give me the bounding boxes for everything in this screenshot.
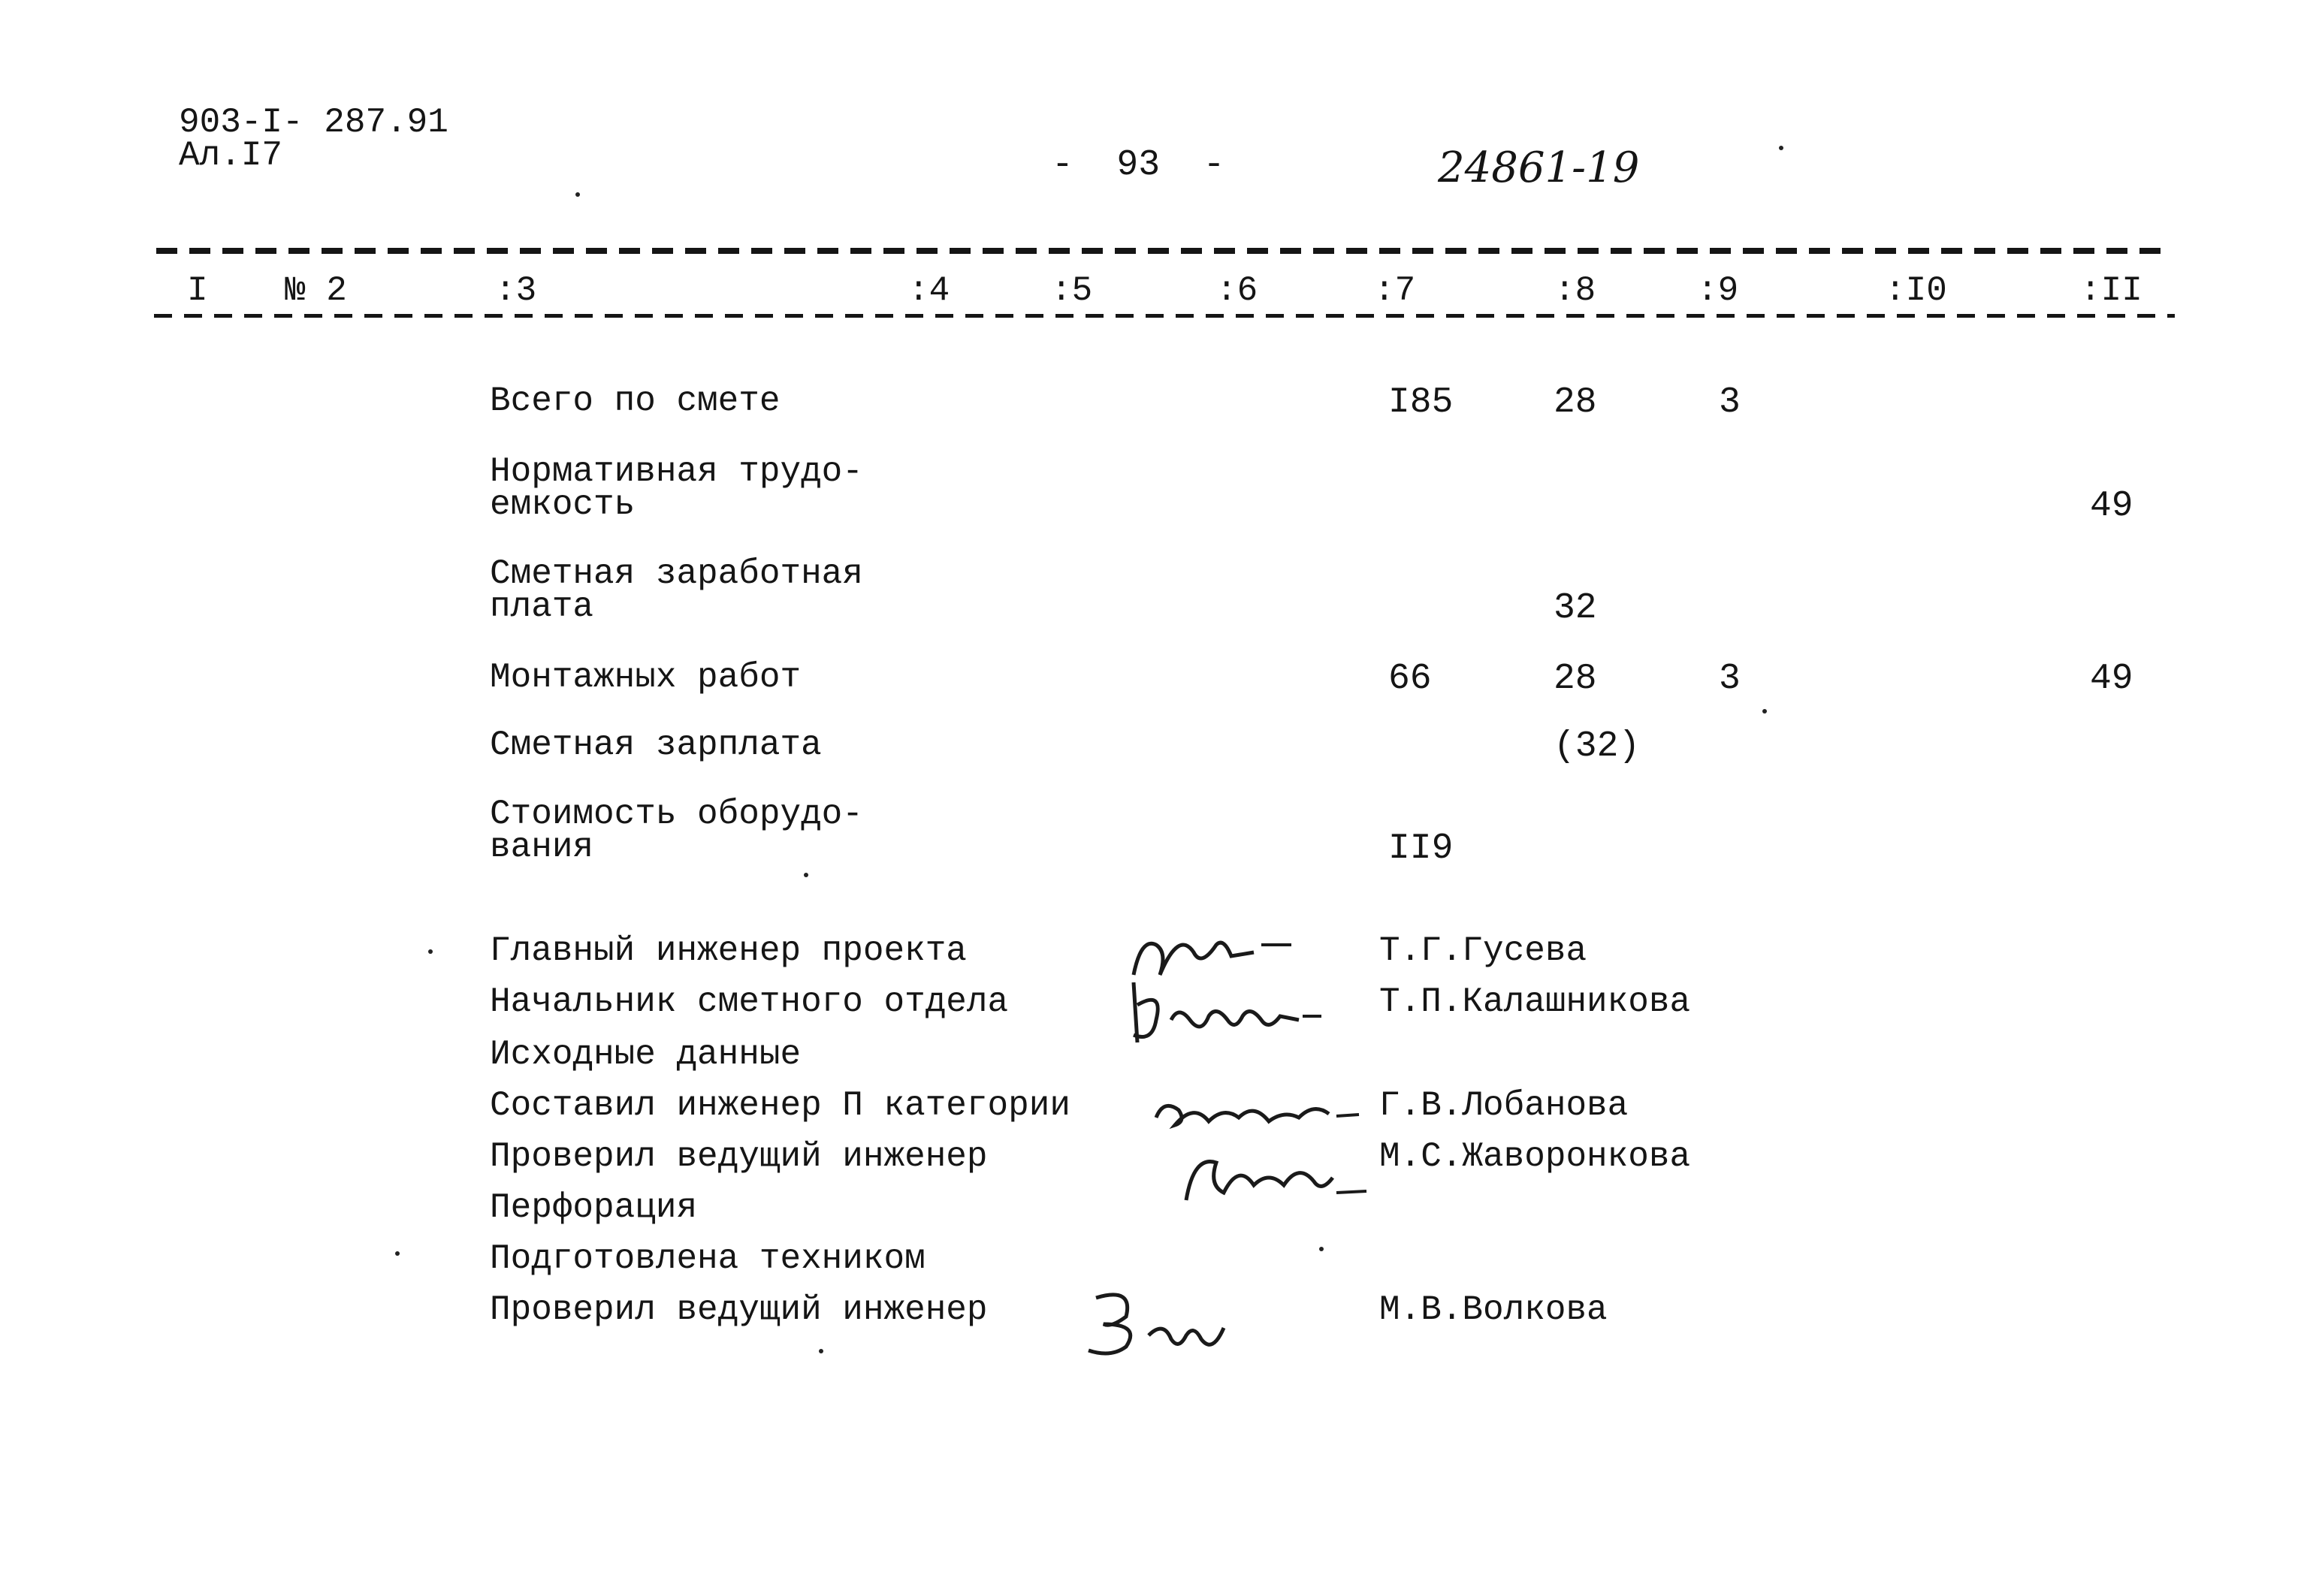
signature-name: М.В.Волкова xyxy=(1379,1290,1608,1329)
signature-role: Исходные данные xyxy=(490,1035,802,1074)
cell-col7: II9 xyxy=(1388,828,1454,869)
cell-col7: I85 xyxy=(1388,382,1454,423)
signature-name: Т.Г.Гусева xyxy=(1379,931,1587,970)
cell-col11: 49 xyxy=(2090,486,2133,526)
inventory-number: 24861-19 xyxy=(1438,143,1640,192)
column-number-row xyxy=(154,272,2175,324)
scan-speck xyxy=(1779,146,1783,150)
cell-col7: 66 xyxy=(1388,659,1432,699)
signature-name: М.С.Жаворонкова xyxy=(1379,1137,1691,1176)
row-label: Сметная заработная xyxy=(490,554,863,593)
row-label: Всего по смете xyxy=(490,382,781,421)
scan-speck xyxy=(1319,1247,1324,1251)
scan-speck xyxy=(395,1251,400,1256)
signature-role: Проверил ведущий инженер xyxy=(490,1290,988,1329)
row-label: Сметная зарплата xyxy=(490,726,822,765)
handwritten-signature xyxy=(1104,961,1336,1054)
column-label: :7 xyxy=(1371,272,1418,309)
document-code: 903-I- 287.91 xyxy=(179,103,448,142)
column-label: :5 xyxy=(1048,272,1095,309)
signature-role: Главный инженер проекта xyxy=(490,931,967,970)
column-label: :9 xyxy=(1694,272,1741,309)
cell-col9: 3 xyxy=(1719,659,1741,699)
cell-col8: 28 xyxy=(1554,382,1597,423)
column-label: :4 xyxy=(905,272,953,309)
signature-role: Подготовлена техником xyxy=(490,1239,926,1278)
cell-col8: (32) xyxy=(1554,726,1641,767)
column-label: :II xyxy=(2077,272,2145,309)
column-label: № 2 xyxy=(282,272,350,309)
header-separator-line xyxy=(156,248,2170,254)
scan-speck xyxy=(428,949,433,954)
cell-col11: 49 xyxy=(2090,659,2133,699)
cell-col9: 3 xyxy=(1719,382,1741,423)
row-label: плата xyxy=(490,587,594,626)
handwritten-signature xyxy=(1164,1127,1374,1211)
sheet-label: Ал.I7 xyxy=(179,136,283,175)
column-label: :3 xyxy=(492,272,539,309)
row-label: Стоимость оборудо- xyxy=(490,795,863,834)
cell-col8: 28 xyxy=(1554,659,1597,699)
column-label: I xyxy=(184,272,211,309)
scan-speck xyxy=(804,873,808,877)
scan-speck xyxy=(819,1349,823,1353)
column-label: :8 xyxy=(1551,272,1599,309)
signature-name: Г.В.Лобанова xyxy=(1379,1086,1629,1125)
signature-role: Начальник сметного отдела xyxy=(490,982,1009,1021)
column-label: :I0 xyxy=(1882,272,1950,309)
column-rule xyxy=(154,314,2175,318)
scan-speck xyxy=(575,192,580,197)
column-label: :6 xyxy=(1213,272,1261,309)
scan-speck xyxy=(1762,709,1767,714)
row-label: Монтажных работ xyxy=(490,658,802,697)
signature-role: Перфорация xyxy=(490,1188,698,1227)
page-number: - 93 - xyxy=(1052,145,1225,186)
signature-name: Т.П.Калашникова xyxy=(1379,982,1691,1021)
signature-role: Проверил ведущий инженер xyxy=(490,1137,988,1176)
row-label: емкость xyxy=(490,485,636,524)
cell-col8: 32 xyxy=(1554,588,1597,629)
handwritten-signature xyxy=(1067,1269,1231,1369)
row-label: вания xyxy=(490,828,594,867)
row-label: Нормативная трудо- xyxy=(490,452,863,491)
signature-role: Составил инженер П категории xyxy=(490,1086,1070,1125)
